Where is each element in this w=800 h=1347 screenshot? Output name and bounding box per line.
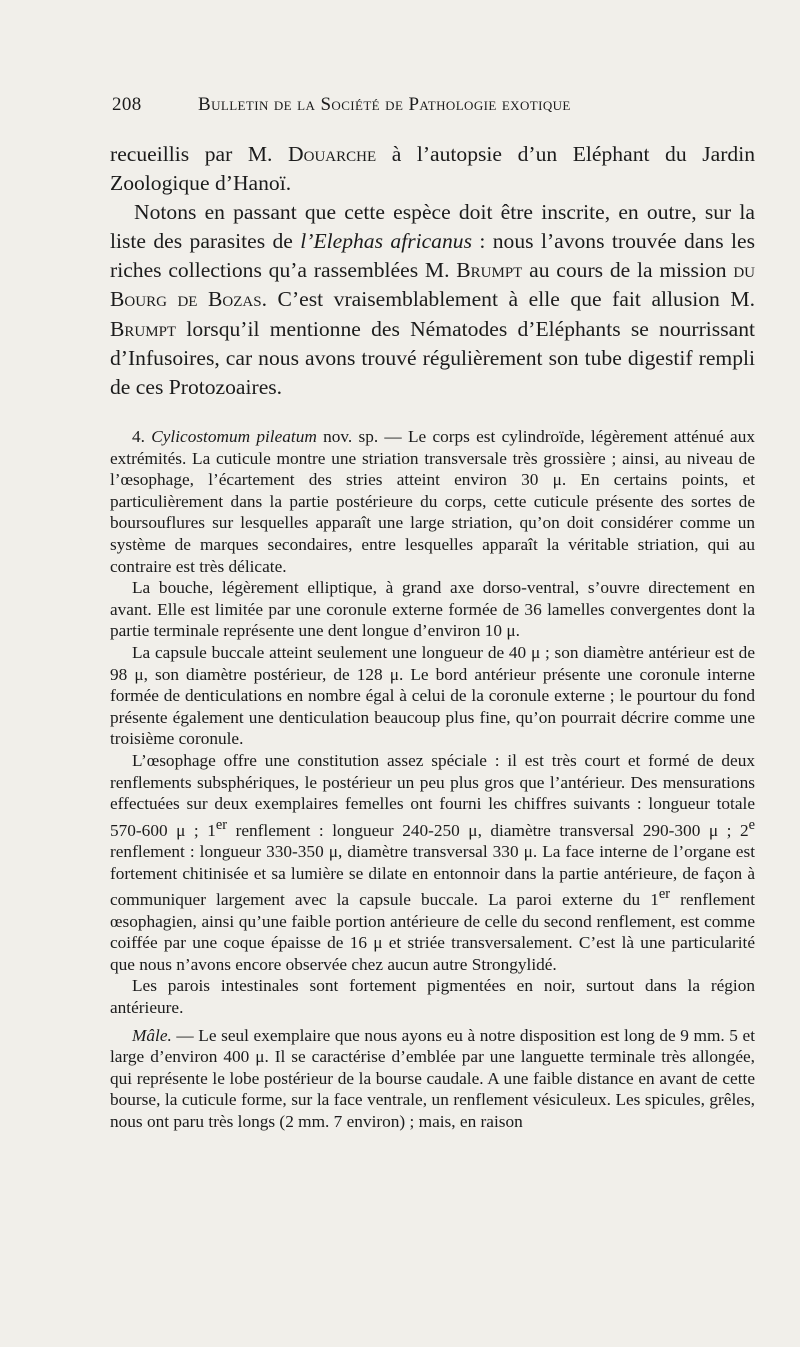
description-paragraph-4 [110,750,755,975]
text-span: Notons en passant que cette espèce doit être inscrite, en outre, sur la liste des parasites de [110,200,755,254]
description-paragraph-1 [110,426,755,577]
author-name: Douarche [288,142,377,166]
author-name: Brumpt [456,258,523,283]
text-span: L’œsophage offre une constitution assez spéciale : il est très court et formé de deux renflements subsphériques, le postérieur un peu plus gros que l’antérieur. Des mensurations effectuées sur deux exemplaires femelles ont fourni les chiffres suivants : longueur totale 570-600 μ ; 1 [110,750,755,840]
text-span: renflement œsophagien, ainsi qu’une faible portion antérieure de celle du second renflement, est comme coiffée par une coque épaisse de 16 μ et striée transversalement. C’est là une particularité que nous n’avons encore observée chez aucun autre Strongylidé. [110,890,755,974]
description-paragraph-5: Les parois intestinales sont fortement pigmentées en noir, surtout dans la région antérieure. [110,976,755,1017]
description-paragraph-2: La bouche, légèrement elliptique, à grand axe dorso-ventral, s’ouvre directement en avant. Elle est limitée par une coronule externe formée de 36 lamelles convergentes dont la partie terminale représente une dent longue d’environ 10 μ. [110,578,755,641]
text-span: lorsqu’il mentionne des Nématodes d’Eléphants se nourrissant d’Infusoires, car nous avons trouvé régulièrement son tube digestif rempli de ces Protozoaires. [110,316,755,399]
subsection-label: Mâle. [132,1025,172,1045]
text-span: recueillis par M. [110,142,289,166]
text-span: renflement : longueur 330-350 μ, diamètre transversal 330 μ. La face interne de l’organe est fortement chitinisée et sa lumière se dilate en entonnoir dans la partie antérieure, de façon à communiquer largement avec la capsule buccale. La paroi externe du 1 [110,842,755,909]
author-name: Brumpt [110,316,177,341]
intro-paragraph-2 [110,198,755,402]
text-span: renflement : longueur 240-250 μ, diamètre transversal 290-300 μ ; 2 [227,820,749,840]
text-span: nov. sp. — Le corps est cylindroïde, légèrement atténué aux extrémités. La cuticule montre une striation transversale très grossière ; ainsi, au niveau de l’œsophage, l’écartement des stries atteint environ 30 μ. En certains points, et particulièrement dans la partie postérieure du corps, cette cuticule présente des sortes de boursouflures sur lesquelles apparaît une large striation, qu’on doit considérer comme un système de marques secondaires, entre lesquelles apparaît la véritable striation, qui au contraire est très délicate. [110,427,755,576]
text-span: — Le seul exemplaire que nous ayons eu à notre disposition est long de 9 mm. 5 et large d’environ 400 μ. Il se caractérise d’emblée par une languette terminale très allongée, qui représente le lobe postérieur de la bourse caudale. A une faible distance en avant de cette bourse, la cuticule forme, sur la face ventrale, un renflement vésiculeux. Les spicules, grêles, nous ont paru très longs (2 mm. 7 environ) ; mais, en raison [110,1025,755,1131]
journal-title: Bulletin de la Société de Pathologie exotique [198,94,571,115]
text-span: . C’est vraisemblablement à elle que fait allusion M. [261,287,755,312]
text-span: à l’autopsie d’un Eléphant du Jardin Zoologique d’Hanoï. [110,142,755,196]
section-number: 4. [132,427,152,446]
species-name: Cylicostomum pileatum [151,427,317,446]
description-paragraph-6 [110,1025,755,1133]
superscript: e [748,816,755,833]
superscript: er [658,886,671,903]
author-name: du Bourg de Bozas [110,258,755,312]
species-description [110,426,755,1133]
running-head [112,94,752,122]
page-number: 208 [112,94,142,115]
description-paragraph-3: La capsule buccale atteint seulement une longueur de 40 μ ; son diamètre antérieur est de 98 μ, son diamètre postérieur, de 128 μ. Le bord antérieur présente une coronule interne formée de denticulations en nombre égal à celui de la coronule externe ; le pourtour du fond présente également une denticulation beaucoup plus fine, qu’on pourrait décrire comme une troisième coronule. [110,642,755,749]
species-name: l’Elephas africanus [300,229,472,254]
text-span: : nous l’avons trouvée dans les riches collections qu’a rassemblées M. [110,229,755,283]
superscript: er [215,816,228,833]
text-span: au cours de la mission [522,258,734,283]
intro-text [110,140,755,402]
intro-paragraph-1 [110,140,755,198]
